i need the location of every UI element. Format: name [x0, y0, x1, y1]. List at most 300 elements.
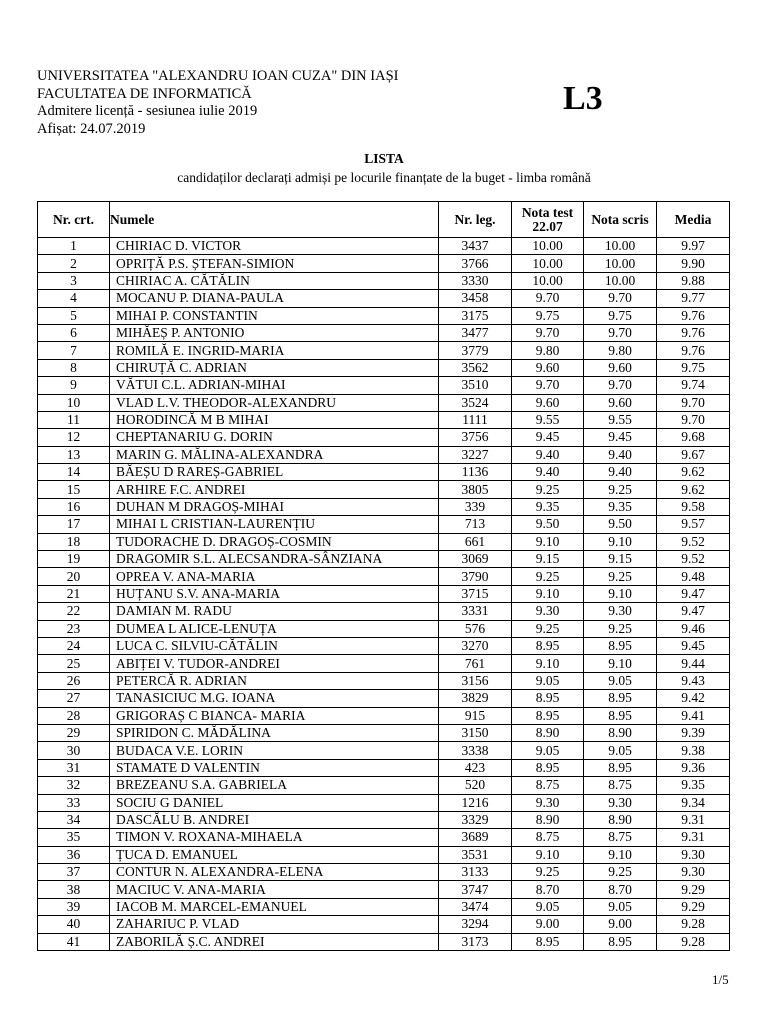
cell-scris: 9.10 [584, 533, 657, 550]
cell-name: PETERCĂ R. ADRIAN [110, 672, 439, 689]
cell-media: 9.76 [657, 307, 730, 324]
cell-scris: 8.75 [584, 777, 657, 794]
table-row [38, 568, 730, 585]
cell-scris: 9.15 [584, 551, 657, 568]
cell-media: 9.43 [657, 672, 730, 689]
cell-nr: 5 [38, 307, 110, 324]
cell-test: 9.40 [512, 464, 584, 481]
cell-name: TIMON V. ROXANA-MIHAELA [110, 829, 439, 846]
cell-scris: 9.80 [584, 342, 657, 359]
cell-media: 9.30 [657, 864, 730, 881]
cell-leg: 3562 [439, 359, 512, 376]
cell-nr: 37 [38, 864, 110, 881]
cell-nr: 36 [38, 846, 110, 863]
cell-scris: 9.25 [584, 864, 657, 881]
cell-test: 8.95 [512, 690, 584, 707]
cell-media: 9.88 [657, 272, 730, 289]
cell-name: ARHIRE F.C. ANDREI [110, 481, 439, 498]
cell-media: 9.46 [657, 620, 730, 637]
table-body [38, 238, 730, 951]
table-row [38, 603, 730, 620]
cell-media: 9.28 [657, 916, 730, 933]
table-row [38, 620, 730, 637]
cell-scris: 9.40 [584, 464, 657, 481]
cell-media: 9.77 [657, 290, 730, 307]
cell-leg: 3531 [439, 846, 512, 863]
table-row [38, 481, 730, 498]
cell-leg: 3779 [439, 342, 512, 359]
cell-scris: 8.90 [584, 811, 657, 828]
cell-test: 9.05 [512, 898, 584, 915]
cell-test: 9.10 [512, 585, 584, 602]
table-row [38, 411, 730, 428]
cell-scris: 8.90 [584, 724, 657, 741]
cell-media: 9.70 [657, 411, 730, 428]
cell-name: TUDORACHE D. DRAGOȘ-COSMIN [110, 533, 439, 550]
cell-leg: 3150 [439, 724, 512, 741]
column-header-test-line2: 22.07 [532, 218, 563, 234]
table-row [38, 533, 730, 550]
cell-test: 8.95 [512, 707, 584, 724]
cell-test: 9.10 [512, 846, 584, 863]
cell-nr: 21 [38, 585, 110, 602]
table-row [38, 342, 730, 359]
cell-leg: 3330 [439, 272, 512, 289]
cell-leg: 3270 [439, 637, 512, 654]
cell-scris: 9.70 [584, 324, 657, 341]
cell-nr: 16 [38, 498, 110, 515]
table-row [38, 777, 730, 794]
cell-name: MIHĂEȘ P. ANTONIO [110, 324, 439, 341]
cell-name: HUȚANU S.V. ANA-MARIA [110, 585, 439, 602]
cell-name: MIHAI P. CONSTANTIN [110, 307, 439, 324]
cell-media: 9.29 [657, 898, 730, 915]
cell-scris: 8.95 [584, 637, 657, 654]
cell-nr: 33 [38, 794, 110, 811]
cell-media: 9.76 [657, 342, 730, 359]
cell-scris: 9.25 [584, 620, 657, 637]
table-row [38, 707, 730, 724]
cell-media: 9.35 [657, 777, 730, 794]
cell-nr: 7 [38, 342, 110, 359]
cell-scris: 9.70 [584, 290, 657, 307]
cell-name: BREZEANU S.A. GABRIELA [110, 777, 439, 794]
cell-leg: 3474 [439, 898, 512, 915]
cell-leg: 3715 [439, 585, 512, 602]
cell-test: 8.70 [512, 881, 584, 898]
cell-nr: 31 [38, 759, 110, 776]
table-row [38, 794, 730, 811]
cell-name: DUHAN M DRAGOȘ-MIHAI [110, 498, 439, 515]
cell-media: 9.42 [657, 690, 730, 707]
cell-name: ZAHARIUC P. VLAD [110, 916, 439, 933]
cell-name: VĂTUI C.L. ADRIAN-MIHAI [110, 377, 439, 394]
cell-leg: 3756 [439, 429, 512, 446]
cell-test: 9.30 [512, 603, 584, 620]
cell-test: 9.25 [512, 568, 584, 585]
admission-session: Admitere licență - sesiunea iulie 2019 [37, 103, 258, 119]
cell-scris: 8.70 [584, 881, 657, 898]
list-code: L3 [563, 80, 603, 117]
cell-name: OPREA V. ANA-MARIA [110, 568, 439, 585]
cell-test: 8.95 [512, 933, 584, 950]
cell-leg: 713 [439, 516, 512, 533]
cell-name: CONTUR N. ALEXANDRA-ELENA [110, 864, 439, 881]
cell-test: 9.25 [512, 481, 584, 498]
table-row [38, 429, 730, 446]
cell-leg: 3524 [439, 394, 512, 411]
cell-name: MARIN G. MĂLINA-ALEXANDRA [110, 446, 439, 463]
cell-test: 8.75 [512, 829, 584, 846]
cell-test: 9.35 [512, 498, 584, 515]
table-row [38, 255, 730, 272]
column-header-scris: Nota scris [584, 202, 657, 238]
table-row [38, 811, 730, 828]
cell-nr: 40 [38, 916, 110, 933]
cell-nr: 4 [38, 290, 110, 307]
column-header-leg: Nr. leg. [439, 202, 512, 238]
cell-name: HORODINCĂ M B MIHAI [110, 411, 439, 428]
cell-nr: 14 [38, 464, 110, 481]
cell-nr: 1 [38, 238, 110, 255]
cell-test: 9.05 [512, 672, 584, 689]
cell-media: 9.41 [657, 707, 730, 724]
cell-leg: 3510 [439, 377, 512, 394]
cell-media: 9.31 [657, 811, 730, 828]
cell-test: 9.25 [512, 864, 584, 881]
table-row [38, 637, 730, 654]
cell-media: 9.90 [657, 255, 730, 272]
cell-media: 9.97 [657, 238, 730, 255]
cell-scris: 9.10 [584, 846, 657, 863]
cell-scris: 9.25 [584, 568, 657, 585]
cell-scris: 9.45 [584, 429, 657, 446]
cell-name: OPRIȚĂ P.S. ȘTEFAN-SIMION [110, 255, 439, 272]
cell-nr: 25 [38, 655, 110, 672]
column-header-nr: Nr. crt. [38, 202, 110, 238]
cell-leg: 3829 [439, 690, 512, 707]
results-table [37, 201, 730, 951]
cell-leg: 3689 [439, 829, 512, 846]
cell-nr: 35 [38, 829, 110, 846]
cell-leg: 1111 [439, 411, 512, 428]
cell-test: 9.80 [512, 342, 584, 359]
cell-media: 9.52 [657, 533, 730, 550]
cell-scris: 9.10 [584, 655, 657, 672]
cell-media: 9.75 [657, 359, 730, 376]
cell-test: 9.15 [512, 551, 584, 568]
cell-test: 9.70 [512, 324, 584, 341]
cell-media: 9.47 [657, 585, 730, 602]
cell-test: 10.00 [512, 255, 584, 272]
cell-test: 9.60 [512, 359, 584, 376]
cell-scris: 8.95 [584, 690, 657, 707]
cell-name: MACIUC V. ANA-MARIA [110, 881, 439, 898]
cell-media: 9.29 [657, 881, 730, 898]
cell-nr: 20 [38, 568, 110, 585]
cell-leg: 3338 [439, 742, 512, 759]
cell-name: DASCĂLU B. ANDREI [110, 811, 439, 828]
table-row [38, 446, 730, 463]
cell-test: 10.00 [512, 272, 584, 289]
cell-leg: 915 [439, 707, 512, 724]
cell-media: 9.30 [657, 846, 730, 863]
table-row [38, 307, 730, 324]
university-name: UNIVERSITATEA "ALEXANDRU IOAN CUZA" DIN IAȘI [37, 68, 399, 84]
cell-leg: 1216 [439, 794, 512, 811]
cell-test: 8.90 [512, 724, 584, 741]
cell-nr: 12 [38, 429, 110, 446]
cell-scris: 8.75 [584, 829, 657, 846]
cell-scris: 9.70 [584, 377, 657, 394]
cell-media: 9.36 [657, 759, 730, 776]
cell-test: 8.95 [512, 759, 584, 776]
cell-media: 9.67 [657, 446, 730, 463]
cell-leg: 1136 [439, 464, 512, 481]
cell-media: 9.34 [657, 794, 730, 811]
cell-leg: 423 [439, 759, 512, 776]
cell-leg: 3458 [439, 290, 512, 307]
cell-name: SPIRIDON C. MĂDĂLINA [110, 724, 439, 741]
cell-nr: 13 [38, 446, 110, 463]
table-row [38, 724, 730, 741]
cell-name: BĂEȘU D RAREȘ-GABRIEL [110, 464, 439, 481]
cell-media: 9.44 [657, 655, 730, 672]
cell-media: 9.58 [657, 498, 730, 515]
table-row [38, 916, 730, 933]
document-subtitle: candidaților declarați admiși pe locurile finanțate de la buget - limba română [177, 170, 591, 185]
cell-scris: 9.05 [584, 672, 657, 689]
table-row [38, 690, 730, 707]
cell-name: CHIRUȚĂ C. ADRIAN [110, 359, 439, 376]
cell-nr: 18 [38, 533, 110, 550]
cell-name: MOCANU P. DIANA-PAULA [110, 290, 439, 307]
cell-media: 9.45 [657, 637, 730, 654]
cell-scris: 9.05 [584, 742, 657, 759]
table-row [38, 324, 730, 341]
cell-nr: 30 [38, 742, 110, 759]
column-header-name: Numele [110, 202, 439, 238]
table-row [38, 846, 730, 863]
cell-nr: 24 [38, 637, 110, 654]
cell-name: ZABORILĂ Ș.C. ANDREI [110, 933, 439, 950]
cell-nr: 41 [38, 933, 110, 950]
table-row [38, 394, 730, 411]
cell-scris: 9.60 [584, 359, 657, 376]
cell-media: 9.62 [657, 481, 730, 498]
cell-nr: 2 [38, 255, 110, 272]
cell-leg: 3173 [439, 933, 512, 950]
cell-test: 8.75 [512, 777, 584, 794]
cell-test: 9.75 [512, 307, 584, 324]
cell-media: 9.28 [657, 933, 730, 950]
cell-media: 9.68 [657, 429, 730, 446]
cell-name: DRAGOMIR S.L. ALECSANDRA-SÂNZIANA [110, 551, 439, 568]
table-row [38, 464, 730, 481]
cell-leg: 3294 [439, 916, 512, 933]
cell-nr: 8 [38, 359, 110, 376]
cell-scris: 9.30 [584, 794, 657, 811]
cell-name: MIHAI L CRISTIAN-LAURENȚIU [110, 516, 439, 533]
table-row [38, 551, 730, 568]
cell-name: STAMATE D VALENTIN [110, 759, 439, 776]
cell-media: 9.38 [657, 742, 730, 759]
cell-media: 9.47 [657, 603, 730, 620]
cell-name: ROMILĂ E. INGRID-MARIA [110, 342, 439, 359]
table-row [38, 759, 730, 776]
cell-scris: 10.00 [584, 255, 657, 272]
cell-leg: 3805 [439, 481, 512, 498]
cell-media: 9.62 [657, 464, 730, 481]
table-header-row [38, 202, 730, 238]
cell-test: 9.60 [512, 394, 584, 411]
cell-name: DAMIAN M. RADU [110, 603, 439, 620]
cell-leg: 3156 [439, 672, 512, 689]
cell-media: 9.74 [657, 377, 730, 394]
cell-scris: 9.25 [584, 481, 657, 498]
cell-scris: 8.95 [584, 707, 657, 724]
cell-scris: 9.00 [584, 916, 657, 933]
cell-test: 9.10 [512, 533, 584, 550]
cell-scris: 9.05 [584, 898, 657, 915]
cell-nr: 9 [38, 377, 110, 394]
table-row [38, 359, 730, 376]
cell-name: IACOB M. MARCEL-EMANUEL [110, 898, 439, 915]
table-row [38, 238, 730, 255]
cell-nr: 17 [38, 516, 110, 533]
cell-leg: 520 [439, 777, 512, 794]
cell-leg: 3133 [439, 864, 512, 881]
cell-nr: 28 [38, 707, 110, 724]
cell-nr: 34 [38, 811, 110, 828]
table-row [38, 864, 730, 881]
cell-leg: 3747 [439, 881, 512, 898]
cell-test: 9.40 [512, 446, 584, 463]
page-number: 1/5 [712, 972, 729, 987]
cell-name: CHIRIAC D. VICTOR [110, 238, 439, 255]
cell-media: 9.76 [657, 324, 730, 341]
cell-nr: 22 [38, 603, 110, 620]
cell-media: 9.70 [657, 394, 730, 411]
cell-test: 9.70 [512, 377, 584, 394]
table-row [38, 881, 730, 898]
cell-name: LUCA C. SILVIU-CĂTĂLIN [110, 637, 439, 654]
column-header-media: Media [657, 202, 730, 238]
cell-media: 9.57 [657, 516, 730, 533]
cell-nr: 23 [38, 620, 110, 637]
document-header [37, 68, 398, 138]
cell-nr: 10 [38, 394, 110, 411]
cell-name: BUDACA V.E. LORIN [110, 742, 439, 759]
faculty-name: FACULTATEA DE INFORMATICĂ [37, 85, 252, 102]
cell-name: GRIGORAȘ C BIANCA- MARIA [110, 707, 439, 724]
cell-scris: 9.30 [584, 603, 657, 620]
cell-scris: 10.00 [584, 272, 657, 289]
cell-media: 9.39 [657, 724, 730, 741]
cell-leg: 3069 [439, 551, 512, 568]
cell-name: DUMEA L ALICE-LENUȚA [110, 620, 439, 637]
column-header-test-line1: Nota test [521, 204, 574, 220]
document-title: LISTA [364, 151, 404, 166]
column-header-test [512, 202, 584, 238]
cell-leg: 3477 [439, 324, 512, 341]
cell-test: 9.05 [512, 742, 584, 759]
cell-leg: 3175 [439, 307, 512, 324]
table-row [38, 829, 730, 846]
posted-date: Afișat: 24.07.2019 [37, 120, 146, 137]
cell-scris: 9.60 [584, 394, 657, 411]
cell-media: 9.31 [657, 829, 730, 846]
table-row [38, 516, 730, 533]
cell-test: 9.25 [512, 620, 584, 637]
table-row [38, 655, 730, 672]
cell-nr: 6 [38, 324, 110, 341]
table-row [38, 933, 730, 950]
cell-test: 9.70 [512, 290, 584, 307]
cell-scris: 9.75 [584, 307, 657, 324]
table-row [38, 498, 730, 515]
table-row [38, 377, 730, 394]
cell-scris: 8.95 [584, 759, 657, 776]
cell-name: ABIȚEI V. TUDOR-ANDREI [110, 655, 439, 672]
table-row [38, 672, 730, 689]
cell-scris: 10.00 [584, 238, 657, 255]
cell-leg: 339 [439, 498, 512, 515]
cell-scris: 8.95 [584, 933, 657, 950]
cell-leg: 3329 [439, 811, 512, 828]
cell-test: 9.55 [512, 411, 584, 428]
cell-nr: 39 [38, 898, 110, 915]
cell-scris: 9.40 [584, 446, 657, 463]
table-row [38, 290, 730, 307]
cell-leg: 3227 [439, 446, 512, 463]
cell-test: 9.10 [512, 655, 584, 672]
cell-media: 9.52 [657, 551, 730, 568]
cell-nr: 32 [38, 777, 110, 794]
cell-scris: 9.50 [584, 516, 657, 533]
cell-scris: 9.35 [584, 498, 657, 515]
cell-test: 9.30 [512, 794, 584, 811]
cell-name: CHIRIAC A. CĂTĂLIN [110, 272, 439, 289]
cell-name: CHEPTANARIU G. DORIN [110, 429, 439, 446]
cell-leg: 576 [439, 620, 512, 637]
cell-leg: 3331 [439, 603, 512, 620]
cell-scris: 9.10 [584, 585, 657, 602]
cell-nr: 27 [38, 690, 110, 707]
cell-nr: 26 [38, 672, 110, 689]
cell-leg: 3790 [439, 568, 512, 585]
cell-test: 8.90 [512, 811, 584, 828]
cell-test: 8.95 [512, 637, 584, 654]
cell-nr: 38 [38, 881, 110, 898]
cell-leg: 761 [439, 655, 512, 672]
cell-name: SOCIU G DANIEL [110, 794, 439, 811]
cell-test: 10.00 [512, 238, 584, 255]
table-row [38, 272, 730, 289]
cell-name: TANASICIUC M.G. IOANA [110, 690, 439, 707]
cell-test: 9.00 [512, 916, 584, 933]
table-row [38, 585, 730, 602]
cell-test: 9.45 [512, 429, 584, 446]
cell-nr: 15 [38, 481, 110, 498]
cell-nr: 19 [38, 551, 110, 568]
table-row [38, 898, 730, 915]
cell-media: 9.48 [657, 568, 730, 585]
table-row [38, 742, 730, 759]
cell-leg: 3437 [439, 238, 512, 255]
cell-nr: 11 [38, 411, 110, 428]
cell-nr: 29 [38, 724, 110, 741]
